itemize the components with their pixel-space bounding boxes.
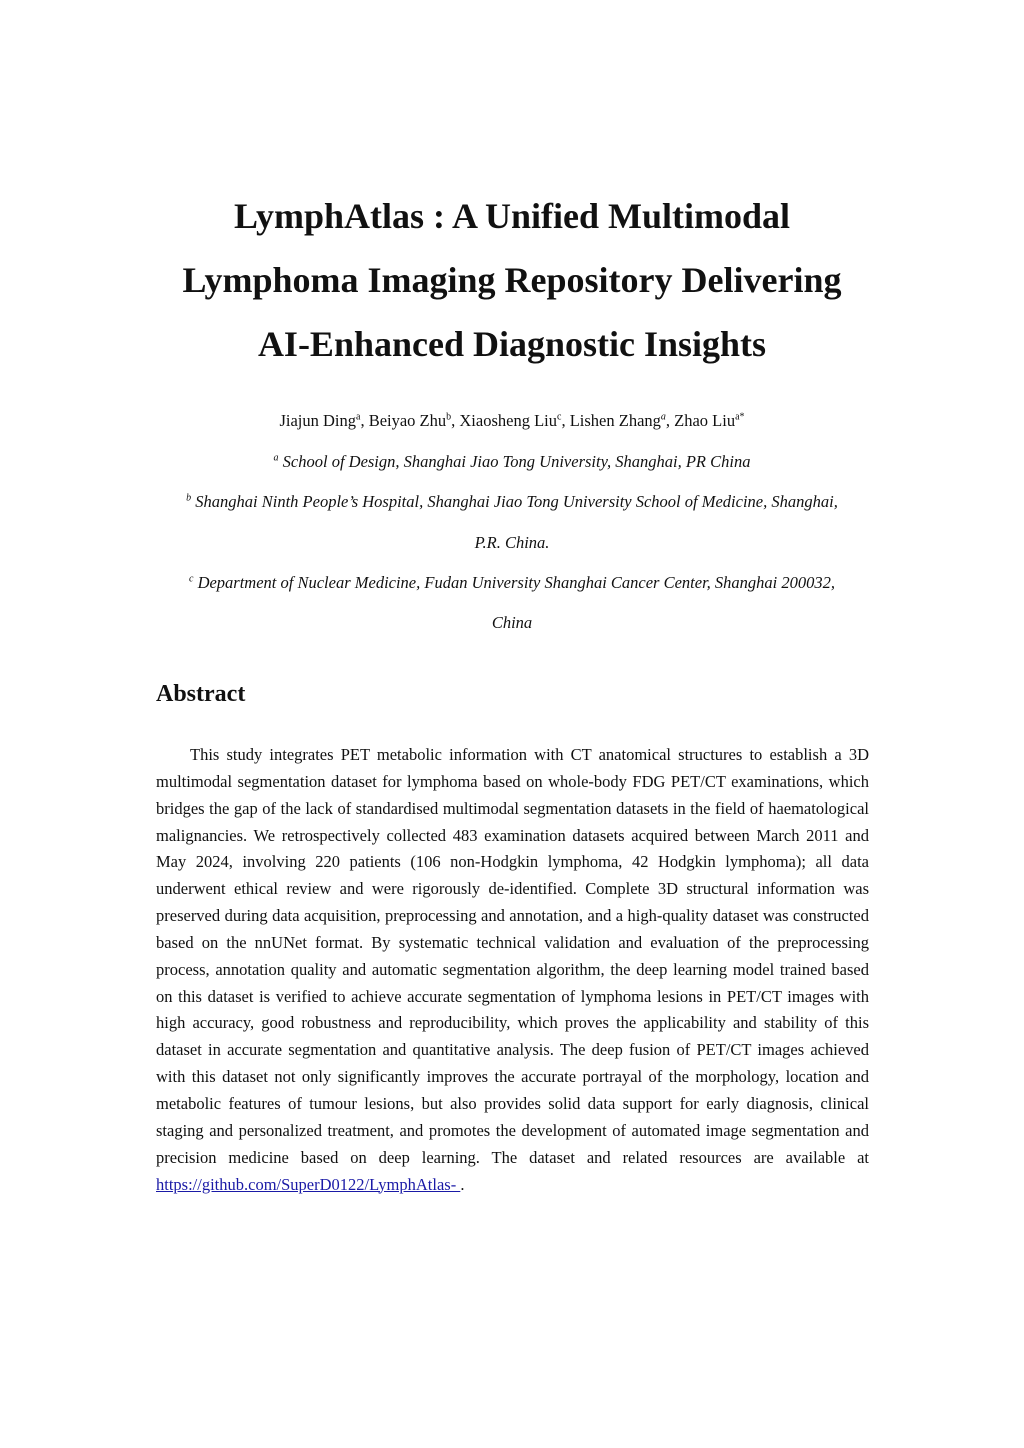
abstract-heading: Abstract xyxy=(156,681,246,707)
affiliation-b-continuation: P.R. China. xyxy=(474,533,550,552)
affiliation-c xyxy=(150,570,874,596)
author: Lishen Zhang$^a$, xyxy=(569,411,675,430)
affiliation-c-continuation: China xyxy=(491,613,533,632)
author-affiliation-mark: c xyxy=(557,411,562,423)
author-affiliation-mark: a xyxy=(660,411,666,423)
author-affiliation-mark: b xyxy=(446,411,452,423)
title-line-2: Lymphoma Imaging Repository Delivering xyxy=(182,260,842,300)
author: Beiyao Zhu$^b$, xyxy=(368,411,460,430)
author: Xiaosheng Liu$^c$, xyxy=(459,411,570,430)
abstract-end: . xyxy=(460,1174,465,1194)
affiliation-mark: c xyxy=(188,573,194,585)
author: Jiajun Ding$^a$, xyxy=(279,411,369,430)
title-line-1: LymphAtlas : A Unified Multimodal xyxy=(233,196,791,236)
affiliation-text: Department of Nuclear Medicine, Fudan University Shanghai Cancer Center, Shanghai 200032, xyxy=(197,573,836,592)
affiliation-a xyxy=(150,449,874,475)
affiliation-text: School of Design, Shanghai Jiao Tong University, Shanghai, PR China xyxy=(282,452,751,471)
title-line-3: AI-Enhanced Diagnostic Insights xyxy=(257,324,767,364)
author-list xyxy=(0,408,1024,434)
affiliation-mark: a xyxy=(273,452,279,464)
abstract-text: This study integrates PET metabolic information with CT anatomical structures to establish a 3D multimodal segmentation dataset for lymphoma based on whole-body FDG PET/CT examinations, which bridges the gap of the lack of standardised multimodal segmentation datasets in the field of haematological malignancies. We retrospectively collected 483 examination datasets acquired between March 2011 and May 2024, involving 220 patients (106 non-Hodgkin lymphoma, 42 Hodgkin lymphoma); all data underwent ethical review and were rigorously de-identified. Complete 3D structural information was preserved during data acquisition, preprocessing and annotation, and a high-quality dataset was constructed based on the nnUNet format. By systematic technical validation and evaluation of the preprocessing process, annotation quality and automatic segmentation algorithm, the deep learning model trained based on this dataset is verified to achieve accurate segmentation of lymphoma lesions in PET/CT images with high accuracy, good robustness and reproducibility, which proves the applicability and stability of this dataset in accurate segmentation and quantitative analysis. The deep fusion of PET/CT images achieved with this dataset not only significantly improves the accurate portrayal of the morphology, location and metabolic features of tumour lesions, but also provides solid data support for early diagnosis, clinical staging and personalized treatment, and promotes the development of automated image segmentation and precision medicine based on deep learning. The dataset and related resources are available at xyxy=(156,745,869,1167)
dataset-link[interactable]: https://github.com/SuperD0122/LymphAtlas- xyxy=(156,1174,461,1194)
affiliation-b xyxy=(150,489,874,515)
affiliation-mark: b xyxy=(186,492,192,504)
paper-title xyxy=(100,184,924,376)
author: Zhao Liu$^{a*}$ xyxy=(674,411,745,430)
affiliation-text: Shanghai Ninth People’s Hospital, Shanghai Jiao Tong University School of Medicine, Shanghai, xyxy=(195,492,838,511)
author-affiliation-mark: a xyxy=(355,411,361,423)
author-affiliation-mark: a* xyxy=(735,411,745,423)
abstract-body xyxy=(156,742,869,1198)
